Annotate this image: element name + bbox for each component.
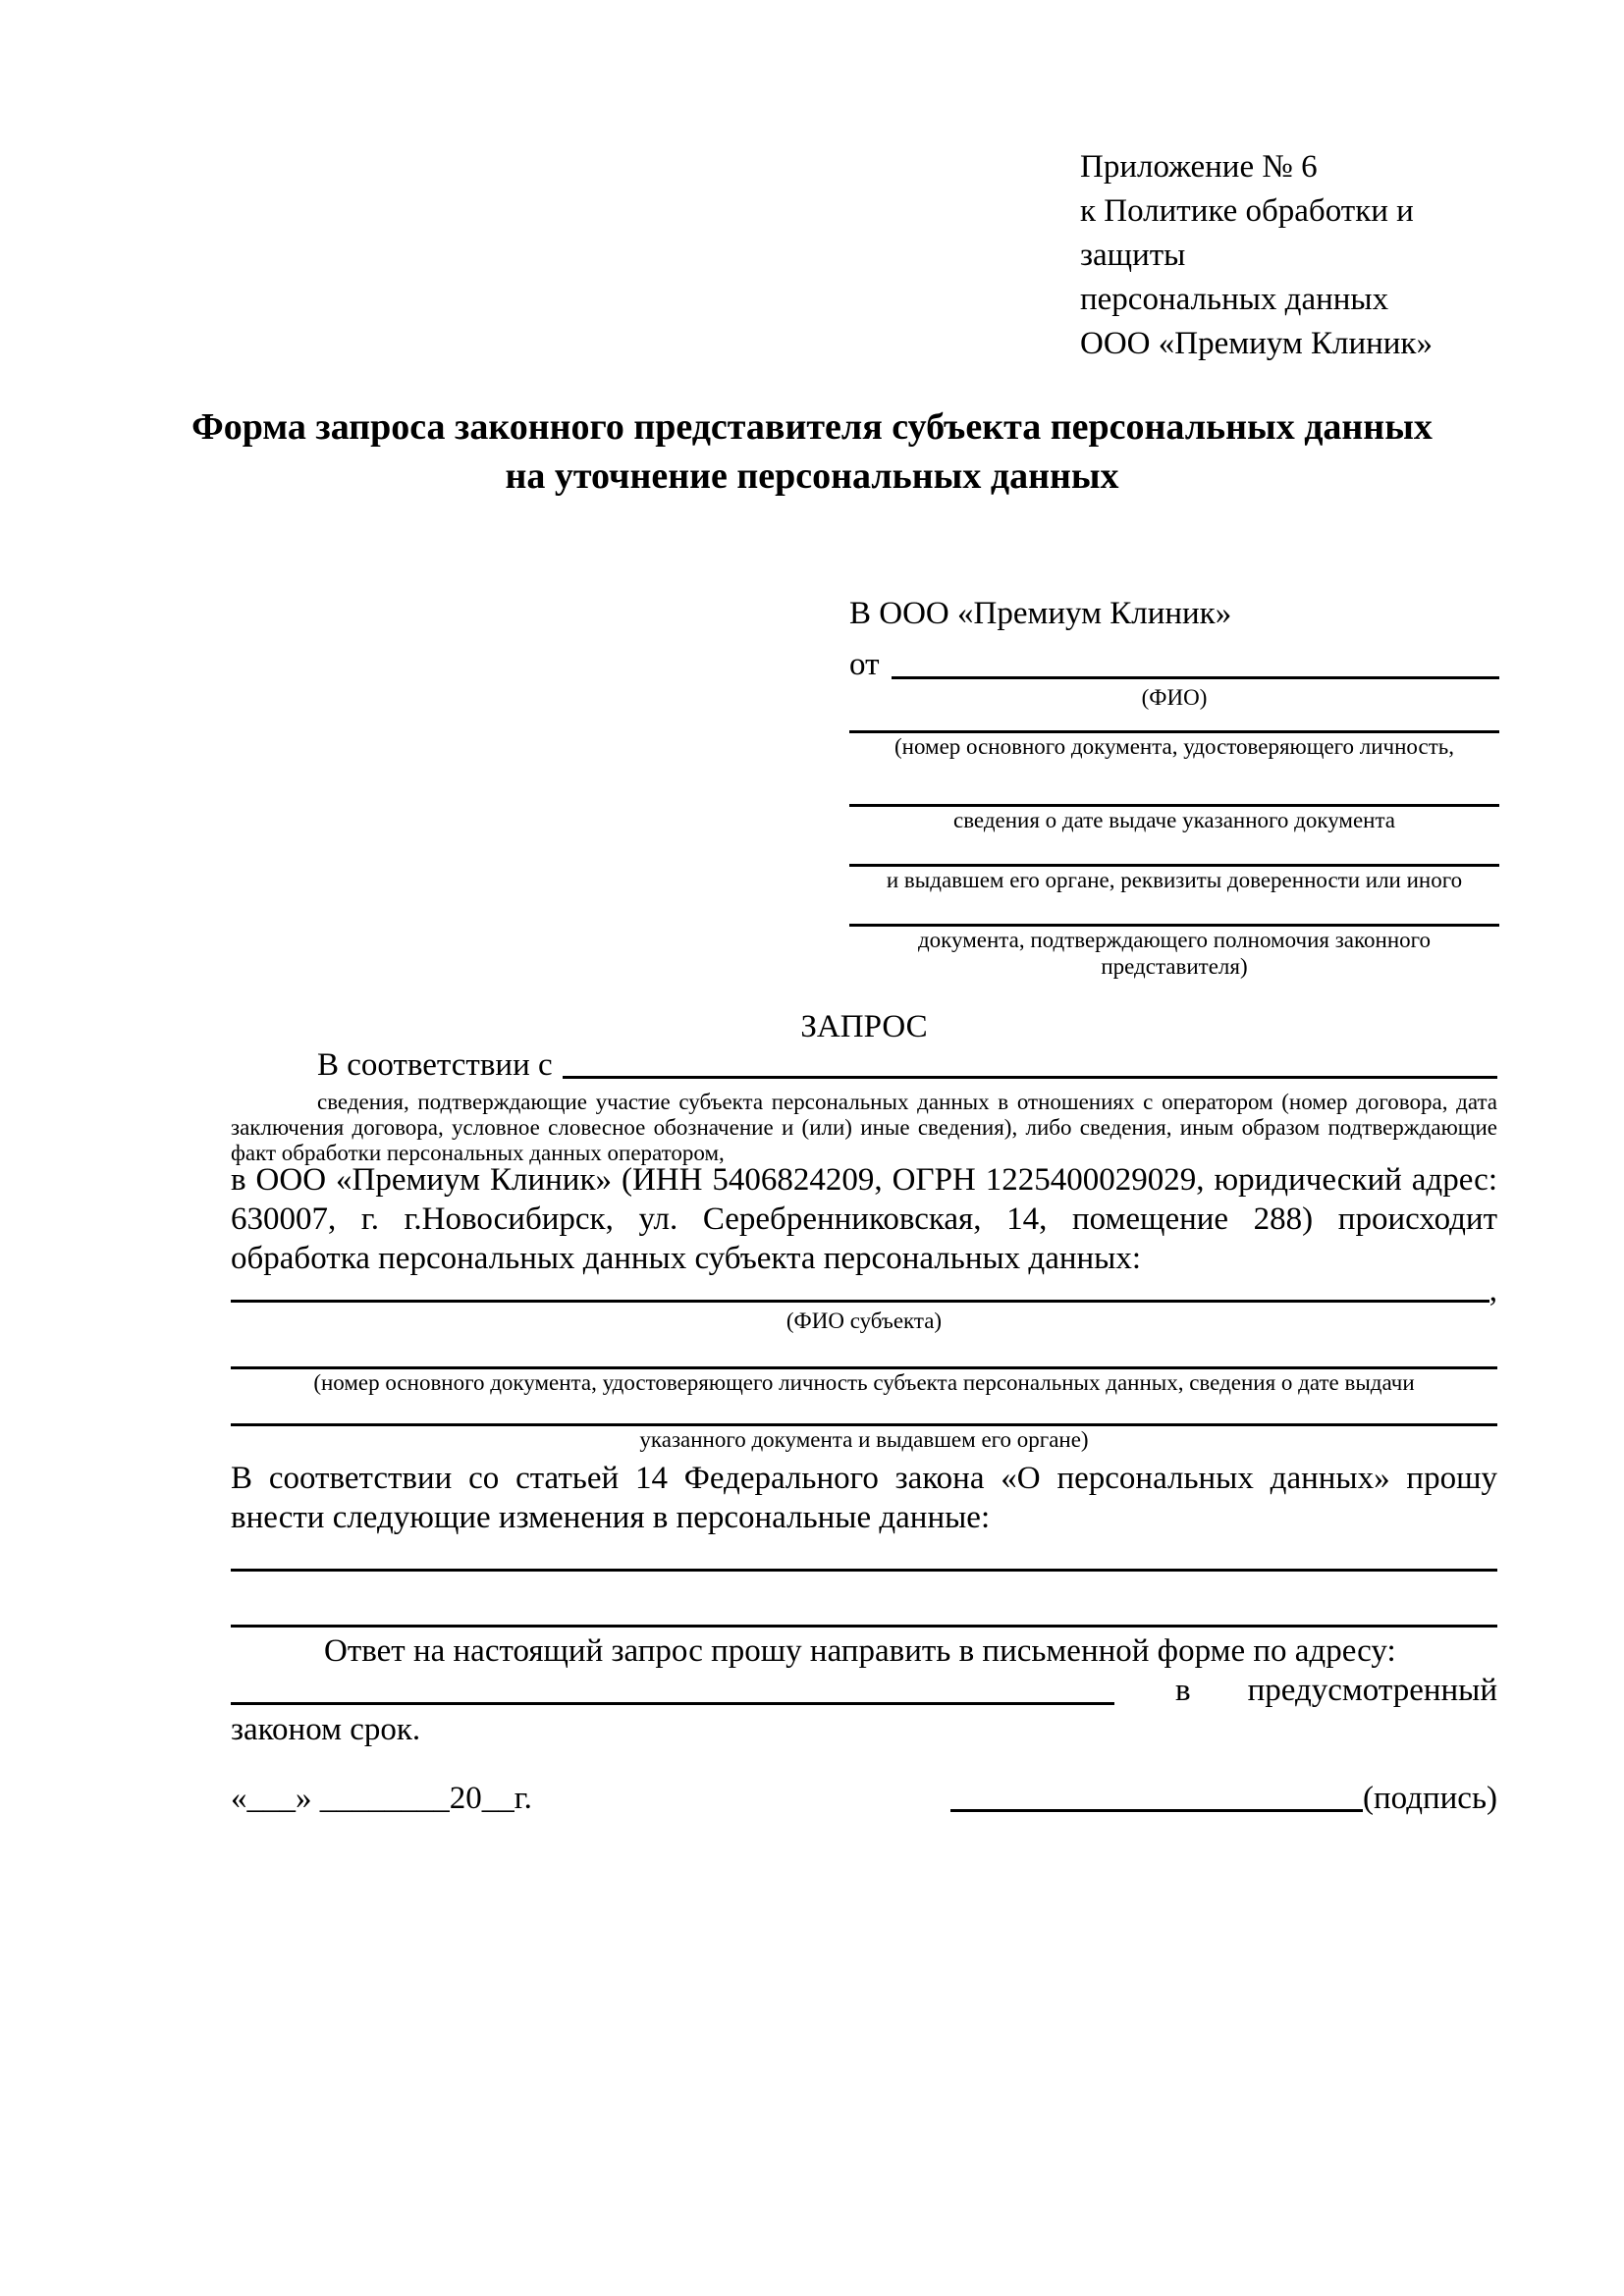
changes-line-2[interactable] (231, 1585, 1497, 1628)
answer-intro: Ответ на настоящий запрос прошу направить в письменной форме по адресу: (324, 1633, 1396, 1669)
page-title-line1: Форма запроса законного представителя субъекта персональных данных (191, 406, 1433, 448)
contract-details-line[interactable] (563, 1076, 1497, 1079)
intro-row (231, 1046, 1497, 1084)
representative-doc-line-3[interactable] (849, 833, 1499, 867)
subject-doc-caption-2: указанного документа и выдавшем его органе) (639, 1427, 1089, 1452)
subject-fio-row (231, 1274, 1497, 1308)
appendix-note-line: ООО «Премиум Клиник» (1080, 326, 1433, 361)
intro-caption: сведения, подтверждающие участие субъекта персональных данных в отношениях с оператором (номер договора, дата заключения договора, условное словесное обозначение и (или) иные сведения), либо сведения, иным образом подтверждающие факт обработки персональных данных оператором, (231, 1090, 1497, 1165)
representative-doc-line-4[interactable] (849, 893, 1499, 927)
doc-caption-4: документа, подтверждающего полномочия законного представителя) (917, 928, 1431, 979)
subject-fio-line[interactable] (231, 1300, 1489, 1303)
signature-line[interactable] (950, 1809, 1363, 1812)
appendix-note-line: персональных данных (1080, 282, 1389, 317)
subject-block (231, 1274, 1497, 1453)
addressee-to: В ООО «Премиум Клиник» (849, 596, 1232, 631)
doc-caption-1: (номер основного документа, удостоверяющего личность, (893, 734, 1454, 759)
representative-doc-line-2[interactable] (849, 760, 1499, 807)
appendix-note-line: Приложение № 6 (1080, 149, 1318, 185)
footer-row (231, 1779, 1497, 1818)
subject-doc-line-2[interactable] (231, 1396, 1497, 1426)
law-paragraph: В соответствии со статьей 14 Федерального закона «О персональных данных» прошу внести следующие изменения в персональные данные: (231, 1461, 1497, 1535)
addressee-block (849, 594, 1499, 980)
from-label: от (849, 647, 880, 682)
page-title-line2: на уточнение персональных данных (505, 455, 1119, 497)
date-line[interactable]: «___» ________20__г. (231, 1781, 532, 1816)
appendix-note-line: к Политике обработки и защиты (1080, 193, 1414, 273)
from-row (849, 633, 1499, 684)
answer-paragraph (231, 1631, 1497, 1749)
intro-label: В соответствии с (317, 1047, 553, 1083)
subject-doc-line-1[interactable] (231, 1334, 1497, 1369)
subject-fio-caption: (ФИО субъекта) (785, 1308, 943, 1333)
fio-caption: (ФИО) (1141, 685, 1208, 710)
trailing-comma: , (1489, 1273, 1497, 1308)
representative-doc-line-1[interactable] (849, 711, 1499, 733)
answer-word-2: предусмотренный (1247, 1673, 1497, 1708)
signature-area (950, 1779, 1497, 1818)
answer-address-row (231, 1671, 1497, 1710)
answer-end: законом срок. (231, 1712, 421, 1747)
doc-caption-2: сведения о дате выдаче указанного документа (952, 808, 1396, 832)
changes-line-1[interactable] (231, 1529, 1497, 1572)
appendix-note (1080, 145, 1512, 366)
signature-caption: (подпись) (1363, 1781, 1497, 1816)
subject-doc-caption-1: (номер основного документа, удостоверяющего личность субъекта персональных данных, сведения о дате выдачи (313, 1370, 1415, 1395)
page-title (0, 402, 1624, 501)
request-heading: ЗАПРОС (800, 1009, 928, 1044)
doc-caption-3: и выдавшем его органе, реквизиты доверенности или иного (886, 868, 1463, 892)
representative-fio-line[interactable] (892, 676, 1500, 679)
answer-word-1: в (1175, 1673, 1191, 1708)
operator-paragraph: в ООО «Премиум Клиник» (ИНН 5406824209, ОГРН 1225400029029, юридический адрес: 630007, г. г.Новосибирск, ул. Серебренниковская, 14, помещение 288) происходит обработка персональных данных субъекта персональных данных: (231, 1162, 1497, 1276)
address-line[interactable] (231, 1702, 1114, 1705)
